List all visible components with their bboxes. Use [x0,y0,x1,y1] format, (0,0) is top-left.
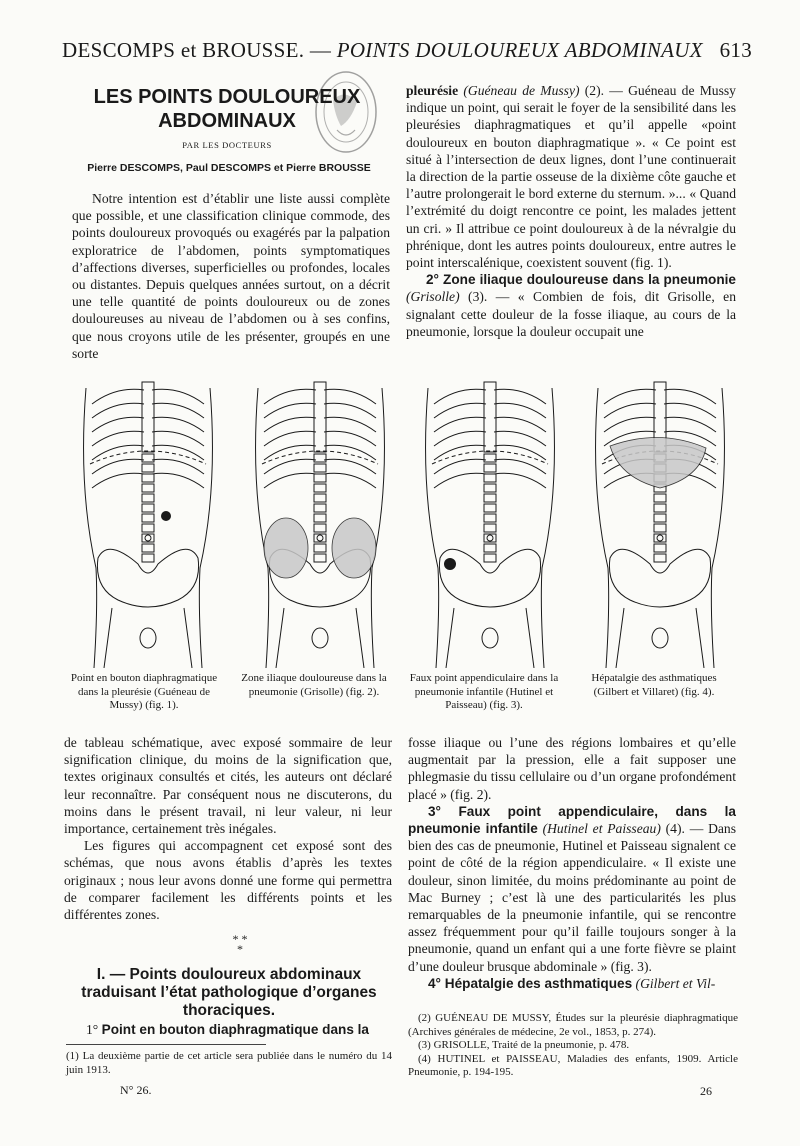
right-column-bottom [408,734,736,992]
header-article-title: POINTS DOULOUREUX ABDOMINAUX [336,38,703,62]
header-authors: DESCOMPS et BROUSSE. — [62,38,337,62]
figure-2-caption: Zone iliaque douloureuse dans la pneumonie (Grisolle) (fig. 2). [241,672,387,698]
iliac-zone-left [264,518,308,578]
article-title [82,85,372,133]
figure-3-caption: Faux point appendiculaire dans la pneumonie infantile (Hutinel et Paisseau) (fig. 3). [409,672,559,711]
point-1-title: Point en bouton diaphragmatique dans la [101,1022,369,1037]
umbilicus-mark [657,535,663,541]
footnote-rule [66,1044,266,1045]
figure-4-caption: Hépatalgie des asthmatiques (Gilbert et Villaret) (fig. 4). [591,672,717,698]
hepatalgia-citation: (Gilbert et Vil- [635,975,716,991]
right-column-top [406,82,736,340]
page-number-top: 613 [719,38,752,62]
intro-paragraph [72,190,390,362]
section-separator-asterisks: * * * [232,932,248,956]
iliac-continuation: fosse iliaque ou l’une des régions lombaires et qu’elle augmentait par la pression, elle a fait supposer une phlegmasie du tissu cellulaire ou d’un organe profondément placé » (fig. 2). [408,735,736,802]
appendicular-point-fig3 [444,558,456,570]
figure-3 [410,368,570,668]
hepatalgia-paragraph [408,975,736,992]
appendicular-text: (4). — Dans bien des cas de pneumonie, Hutinel et Paisseau signalent ce point de côté de la région appendiculaire. « Il existe une douleur, sinon limitée, du moins prédominante au point de Mac Burney ; c’est là une des particularités les plus remarquables de la pneumonie infantile, qui se rencontre assez fréquemment pour qu’il faille toujours songer à la pneumonie, quand un enfant qui a une forte fièvre se plaint d’une douleur brusque abdominale » (fig. 3). [408,821,737,974]
article-title-line-2: ABDOMINAUX [158,110,296,132]
figure-2 [240,368,400,668]
pleurisy-citation: (Guéneau de Mussy) [463,83,580,98]
figure-1 [68,368,228,668]
iliac-zone-right [332,518,376,578]
pleurisy-text: (2). — Guéneau de Mussy indique un point, qui serait le foyer de la sensibilité dans les pleurésies diaphragmatiques et qu’il appelle «point douloureux en bouton diaphragmatique ». « Ce point est situé à l’intersection de deux lignes, dont l’une continuerait la direction de la partie osseuse de la dixième côte gauche et l’autre prolongerait le bord externe du sternum. »... « Quand l’extrémité du doigt rencontre ce point, les malades jettent un cri. » Il attribue ce point douloureux à de la névralgie du phrénique, dont les autres points douloureux, entre autres le point interscalénique, coexistent souvent (fig. 1). [406,83,736,271]
footnotes-right [408,1012,738,1080]
footnote-3: (3) GRISOLLE, Traité de la pneumonie, p. 478. [418,1039,630,1051]
iliac-zone-citation: (Grisolle) [406,289,460,305]
appendicular-paragraph [408,803,736,975]
point-1-heading [66,1022,392,1038]
point-1-number: 1° [86,1022,99,1037]
issue-number: N° 26. [120,1083,152,1097]
painful-point-fig1 [161,511,171,521]
running-header [62,38,752,68]
skeleton-outline [596,382,725,668]
authors-line: Pierre DESCOMPS, Paul DESCOMPS et Pierre BROUSSE [87,162,371,174]
section-heading: I. — Points douloureux abdominaux traduisant l’état pathologique d’organes thoraciques. [81,966,377,1019]
skeleton-outline [84,382,213,668]
appendicular-heading: 3° Faux point appendiculaire, dans la pneumonie infantile [408,803,736,837]
pleurisy-term: pleurésie [406,83,459,98]
umbilicus-mark [317,535,323,541]
skeleton-outline [426,382,555,668]
hepatic-zone-fig4 [610,437,706,488]
figures-row [68,368,740,668]
figures-paragraph: Les figures qui accompagnent cet exposé sont des schémas, que nous avons établis d’après les textes originaux ; nous leur avons donné une forme qui permettra de comparer facilement les différents points et les différentes zones. [64,838,392,923]
umbilicus-mark [145,535,151,541]
iliac-zone-text: (3). — « Combien de fois, dit Grisolle, en signalant cette douleur de la fosse iliaque, au cours de la pneumonie, lorsque la douleur occupait une [406,289,736,339]
iliac-zone-paragraph [406,271,736,340]
footnote-2: (2) GUÉNEAU DE MUSSY, Études sur la pleurésie diaphragmatique (Archives générales de médecine, 2e vol., 1853, p. 274). [408,1012,738,1038]
intro-text: Notre intention est d’établir une liste aussi complète que possible, et une classification clinique commode, des points douloureux provoqués ou exagérés par la palpation exploratrice de l’abdomen, points symptomatiques d’affections diverses, superficielles ou profondes, locales ou distantes. Depuis quelques années surtout, on a décrit une telle quantité de points douloureux ou de zones douloureuses au niveau de l’abdomen ou à ses confins, que nous croyons utile de les présenter, groupés en une sorte [72,191,390,361]
article-title-line-1: LES POINTS DOULOUREUX [93,86,361,108]
umbilicus-mark [487,535,493,541]
schematic-paragraph: de tableau schématique, avec exposé sommaire de leur signification clinique, du moins de la signification que, textes originaux consultés et cités, les auteurs ont déclaré leur reconnaître. Par conséquent nous ne discuterons, du moins dans le présent travail, ni leur valeur, ni leur importance, certainement très inégales. [64,735,392,837]
page-number-bottom: 26 [700,1084,712,1098]
pleurisy-paragraph [406,82,736,271]
left-column-bottom [64,734,392,923]
iliac-zone-heading: 2° Zone iliaque douloureuse dans la pneumonie [426,272,736,288]
appendicular-citation: (Hutinel et Paisseau) [542,821,661,837]
footnote-1: (1) La deuxième partie de cet article sera publiée dans le numéro du 14 juin 1913. [66,1050,392,1076]
footnote-4: (4) HUTINEL et PAISSEAU, Maladies des enfants, 1909. Article Pneumonie, p. 194-195. [408,1052,738,1078]
figure-4 [580,368,740,668]
figure-1-caption: Point en bouton diaphragmatique dans la pleurésie (Guéneau de Mussy) (fig. 1). [70,672,218,711]
hepatalgia-heading: 4° Hépatalgie des asthmatiques [428,975,633,991]
byline: PAR LES DOCTEURS [182,140,272,150]
